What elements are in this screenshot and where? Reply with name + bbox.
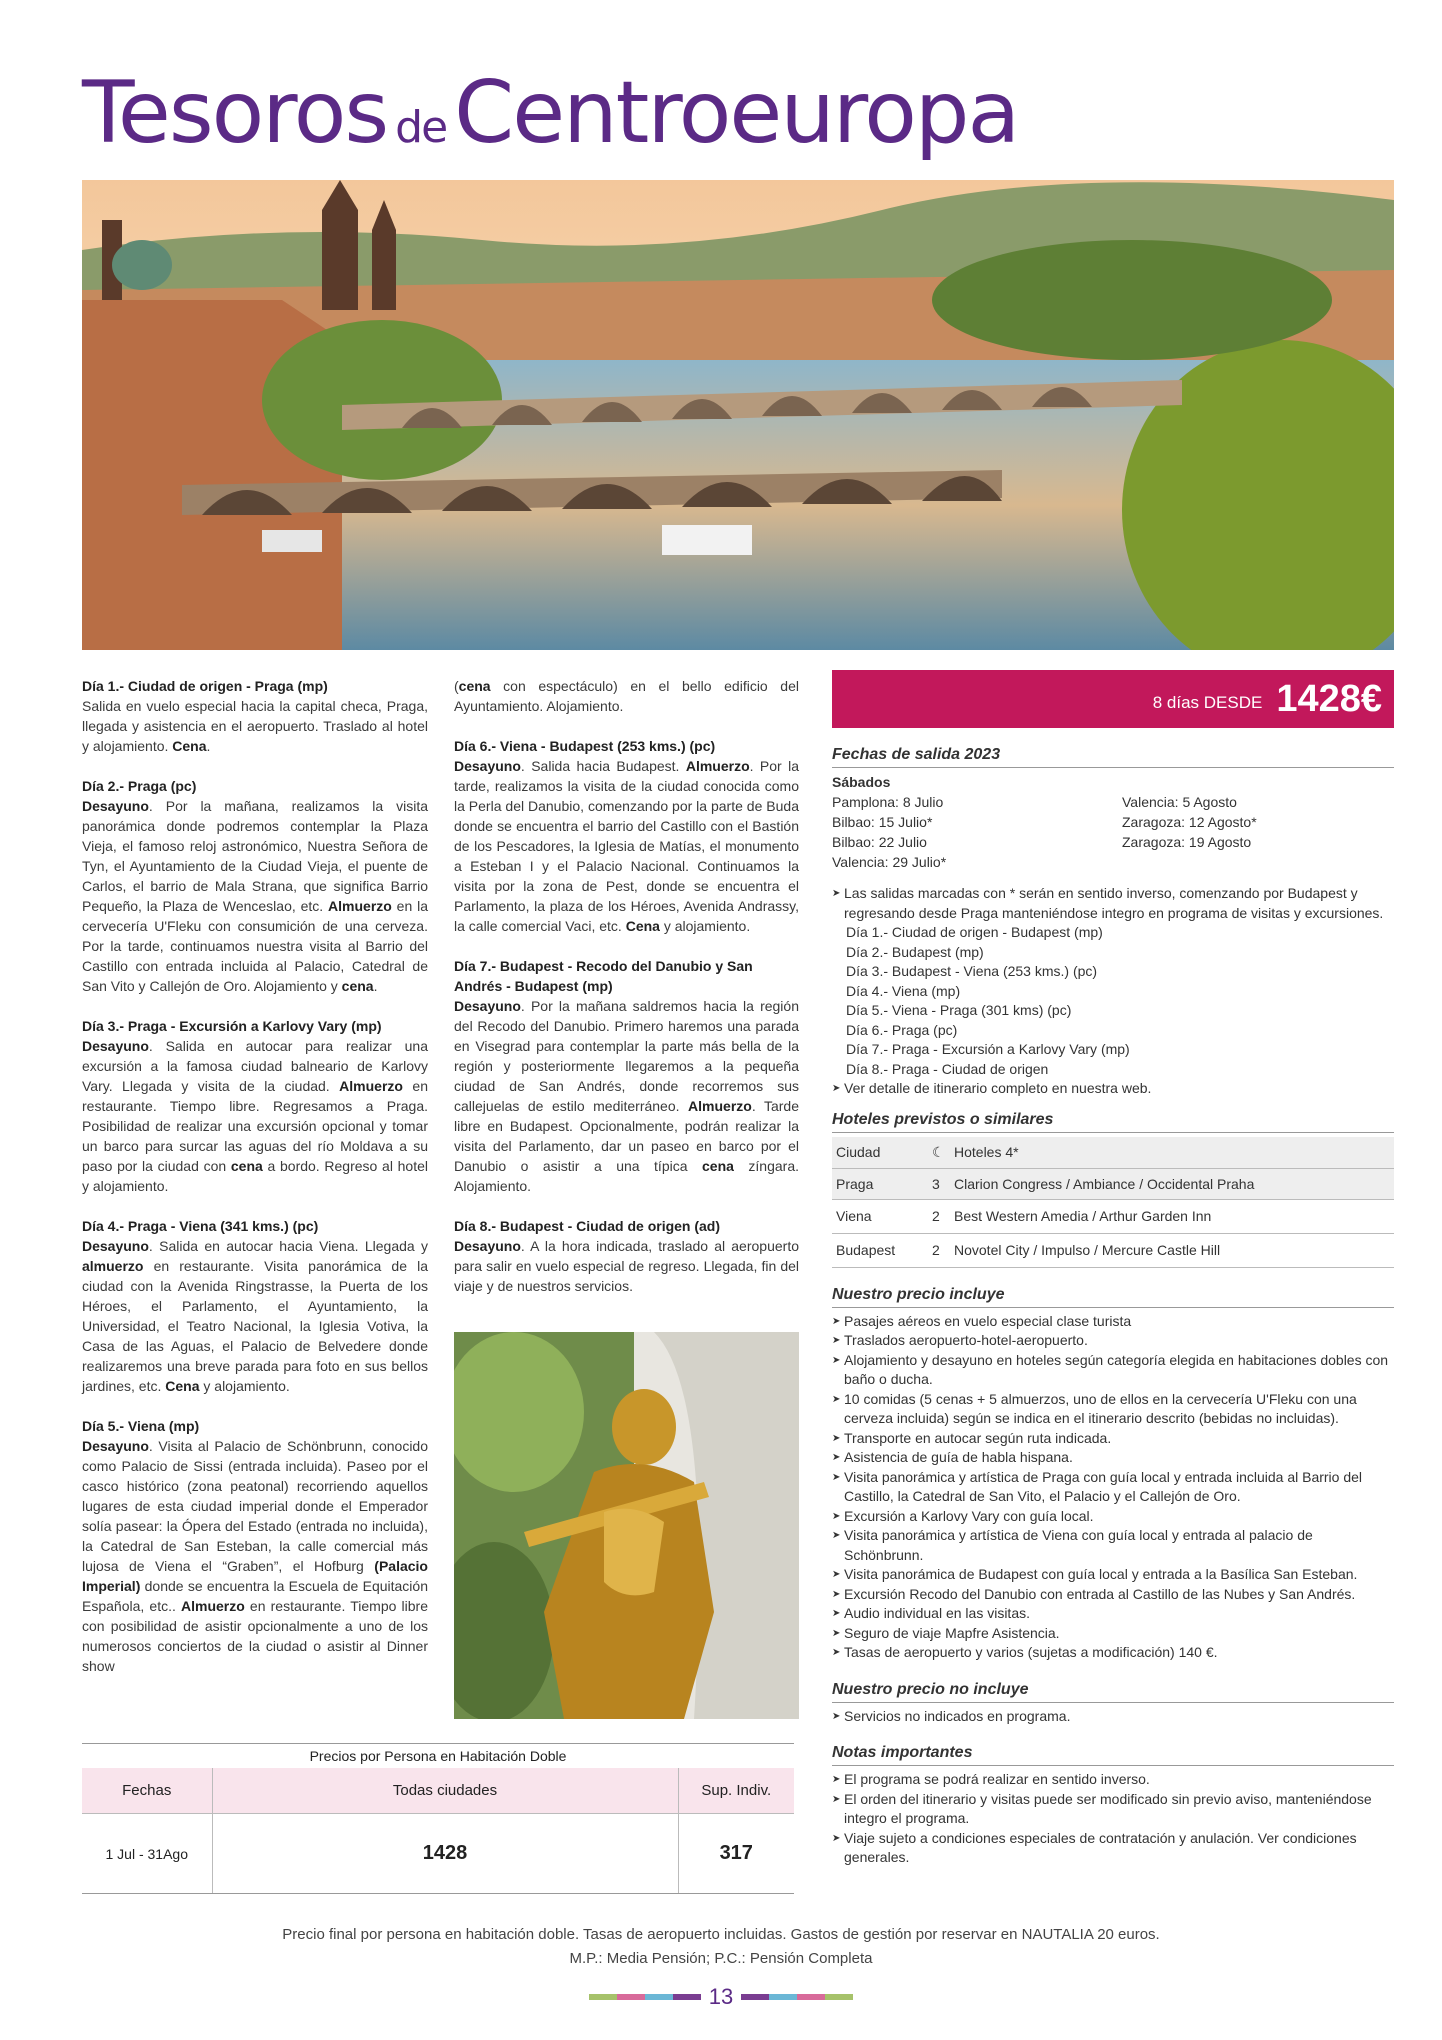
hotel-row — [832, 1168, 1394, 1199]
price-table-price: 1428 — [212, 1814, 678, 1894]
not-includes-heading: Nuestro precio no incluye — [832, 1677, 1394, 1703]
price-banner — [832, 670, 1394, 728]
price-table-row — [82, 1814, 794, 1894]
inverse-route-intro: ➤ Las salidas marcadas con * serán en sentido inverso, comenzando por Budapest y regresando desde Praga manteniéndose integro en programa de visitas y excursiones. — [832, 884, 1394, 923]
hotels-heading: Hoteles previstos o similares — [832, 1107, 1394, 1133]
includes-item: ➤ 10 comidas (5 cenas + 5 almuerzos, uno de ellos en la cervecería U'Fleku con una cerveza incluida) según se indica en el itinerario descrito (bebidas no incluidas). — [832, 1390, 1394, 1429]
notes-item: ➤ El programa se podrá realizar en sentido inverso. — [832, 1770, 1394, 1790]
footer-abbreviations: M.P.: Media Pensión; P.C.: Pensión Completa — [569, 1950, 873, 1967]
not-includes-item: ➤ Servicios no indicados en programa. — [832, 1707, 1394, 1727]
departure-date: Pamplona: 8 Julio — [832, 794, 944, 810]
price-table-caption: Precios por Persona en Habitación Doble — [82, 1744, 794, 1768]
page-title: Tesoros deCentroeuropa — [82, 63, 1019, 163]
itinerary-day — [454, 676, 799, 716]
departure-date: Zaragoza: 19 Agosto — [1122, 834, 1252, 850]
includes-item: ➤ Pasajes aéreos en vuelo especial clase turista — [832, 1312, 1394, 1332]
departure-dates — [832, 792, 1394, 872]
departure-days: Sábados — [832, 774, 891, 790]
itinerary-day — [454, 736, 799, 936]
hotel-nights: 3 — [928, 1168, 950, 1199]
price-table-header-dates: Fechas — [82, 1768, 212, 1814]
hotels-header-city: Ciudad — [832, 1137, 928, 1169]
price-banner-price: 1428€ — [1276, 677, 1382, 720]
includes-item: ➤ Alojamiento y desayuno en hoteles según categoría elegida en habitaciones dobles con baño o ducha. — [832, 1351, 1394, 1390]
includes-list — [832, 1312, 1394, 1663]
itinerary-day-title: Día 5.- Viena (mp) — [82, 1418, 200, 1434]
departure-date: Zaragoza: 12 Agosto* — [1122, 814, 1257, 830]
includes-item: ➤ Visita panorámica y artística de Viena con guía local y entrada al palacio de Schönbrunn. — [832, 1526, 1394, 1565]
itinerary-day — [82, 676, 428, 756]
itinerary-day — [82, 1216, 428, 1396]
itinerary-day — [454, 956, 799, 1196]
itinerary-day-text: Desayuno. A la hora indicada, traslado al aeropuerto para salir en vuelo especial de regreso. Llegada, fin del viaje y de nuestros servicios. — [454, 1238, 799, 1294]
itinerary-day — [82, 776, 428, 996]
itinerary-day — [82, 1016, 428, 1196]
departure-date: Bilbao: 15 Julio* — [832, 814, 933, 830]
includes-item: ➤ Visita panorámica de Budapest con guía local y entrada a la Basílica San Esteban. — [832, 1565, 1394, 1585]
statue-photo — [454, 1332, 799, 1719]
price-table-header-single-supplement: Sup. Indiv. — [678, 1768, 794, 1814]
hotels-header-row — [832, 1137, 1394, 1169]
hero-photo-prague — [82, 180, 1394, 650]
includes-item: ➤ Traslados aeropuerto-hotel-aeropuerto. — [832, 1331, 1394, 1351]
page-number-bar — [0, 1984, 1442, 2010]
departure-date: Valencia: 5 Agosto — [1122, 794, 1237, 810]
inverse-route-day: Día 8.- Praga - Ciudad de origen — [846, 1060, 1049, 1077]
price-table-supplement: 317 — [678, 1814, 794, 1894]
includes-item: ➤ Asistencia de guía de habla hispana. — [832, 1448, 1394, 1468]
includes-item: ➤ Excursión a Karlovy Vary con guía local. — [832, 1507, 1394, 1527]
hotel-nights: 2 — [928, 1199, 950, 1233]
includes-item: ➤ Seguro de viaje Mapfre Asistencia. — [832, 1624, 1394, 1644]
price-table-header-all-cities: Todas ciudades — [212, 1768, 678, 1814]
notes-item: ➤ El orden del itinerario y visitas puede ser modificado sin previo aviso, manteniéndose integro el programa. — [832, 1790, 1394, 1829]
price-table-dates: 1 Jul - 31Ago — [82, 1814, 212, 1894]
includes-item: ➤ Excursión Recodo del Danubio con entrada al Castillo de las Nubes y San Andrés. — [832, 1585, 1394, 1605]
hotel-names: Novotel City / Impulso / Mercure Castle Hill — [950, 1233, 1394, 1267]
itinerary-day-title: Día 2.- Praga (pc) — [82, 778, 197, 794]
hotel-names: Clarion Congress / Ambiance / Occidental Praha — [950, 1168, 1394, 1199]
hotel-city: Budapest — [832, 1233, 928, 1267]
notes-list — [832, 1770, 1394, 1868]
itinerary-day-text: Desayuno. Por la mañana saldremos hacia la región del Recodo del Danubio. Primero haremos una parada en Visegrad para contemplar la parte más bella de la región y posteriormente llegaremos a la pequeña ciudad de San Andrés, donde recorremos sus callejuelas de estilo mediterráneo. Almuerzo. Tarde libre en Budapest. Opcionalmente, podrán realizar la visita del Parlamento, dar un paseo en barco por el Danubio o asistir a una típica cena zíngara. Alojamiento. — [454, 998, 799, 1194]
inverse-route-day: Día 4.- Viena (mp) — [846, 982, 961, 999]
hotel-row — [832, 1199, 1394, 1233]
color-bar-right — [741, 1994, 853, 2000]
includes-item: ➤ Tasas de aeropuerto y varios (sujetas a modificación) 140 €. — [832, 1643, 1394, 1663]
notes-heading: Notas importantes — [832, 1740, 1394, 1766]
footer-note: Precio final por persona en habitación doble. Tasas de aeropuerto incluidas. Gastos de gestión por reservar en NAUTALIA 20 euros. — [282, 1926, 1160, 1943]
includes-heading: Nuestro precio incluye — [832, 1282, 1394, 1308]
itinerary-day-text: Desayuno. Visita al Palacio de Schönbrunn, conocido como Palacio de Sissi (entrada incluida). Paseo por el casco histórico (zona peatonal) recorriendo aquellos lugares de esta ciudad imperial donde el Emperador solía pasear: la Ópera del Estado (entrada no incluida), la Catedral de San Esteban, la calle comercial más lujosa de Viena el “Graben”, el Hofburg (Palacio Imperial) donde se encuentra la Escuela de Equitación Española, etc.. Almuerzo en restaurante. Tiempo libre con posibilidad de asistir opcionalmente a uno de los numerosos conciertos de la ciudad o asistir al Dinner show — [82, 1438, 428, 1674]
info-column — [832, 670, 1394, 1868]
price-table — [82, 1743, 794, 1894]
page-number: 13 — [708, 1984, 734, 2009]
hotels-header-hotels: Hoteles 4* — [950, 1137, 1394, 1169]
inverse-route-day: Día 7.- Praga - Excursión a Karlovy Vary (mp) — [846, 1041, 1130, 1057]
inverse-route-day: Día 6.- Praga (pc) — [846, 1021, 958, 1038]
itinerary-day-title: Día 1.- Ciudad de origen - Praga (mp) — [82, 678, 328, 694]
color-bar-left — [589, 1994, 701, 2000]
inverse-route-days — [832, 923, 1394, 1079]
itinerary-day-text: Desayuno. Por la mañana, realizamos la visita panorámica donde podremos contemplar la Plaza Vieja, el famoso reloj astronómico, Nuestra Señora de Tyn, el Ayuntamiento de la Ciudad Vieja, el puente de Carlos, el barrio de Mala Strana, que significa Barrio Pequeño, la Plaza de Wenceslao, etc. Almuerzo en la cervecería U'Fleku con consumición de una cerveza. Por la tarde, continuamos nuestra visita al Barrio del Castillo con entrada incluida al Palacio, Catedral de San Vito y Callejón de Oro. Alojamiento y cena. — [82, 798, 429, 994]
hotel-names: Best Western Amedia / Arthur Garden Inn — [950, 1199, 1394, 1233]
hotel-nights: 2 — [928, 1233, 950, 1267]
hotels-table — [832, 1137, 1394, 1268]
inverse-route-day: Día 3.- Budapest - Viena (253 kms.) (pc) — [846, 963, 1098, 979]
itinerary-day-title: Día 3.- Praga - Excursión a Karlovy Vary (mp) — [82, 1018, 382, 1034]
departure-date: Valencia: 29 Julio* — [832, 854, 947, 870]
web-note-text: ➤ Ver detalle de itinerario completo en nuestra web. — [832, 1079, 1394, 1099]
hotel-city: Praga — [832, 1168, 928, 1199]
itinerary-day-text: (cena con espectáculo) en el bello edificio del Ayuntamiento. Alojamiento. — [454, 678, 799, 714]
inverse-route-day: Día 1.- Ciudad de origen - Budapest (mp) — [846, 924, 1103, 940]
itinerary-day-text: Desayuno. Salida en autocar hacia Viena. Llegada y almuerzo en restaurante. Visita panorámica de la ciudad con la Avenida Ringstrasse, la Puerta de los Héroes, el Parlamento, el Ayuntamiento, la Universidad, el Teatro Nacional, la Iglesia Votiva, la Casa de las Aguas, el Palacio de Belvedere donde realizaremos una breve parada para foto en sus bellos jardines, etc. Cena y alojamiento. — [82, 1238, 428, 1394]
departure-date: Bilbao: 22 Julio — [832, 834, 927, 850]
itinerary-day-title: Día 8.- Budapest - Ciudad de origen (ad) — [454, 1218, 721, 1234]
itinerary-day-title: Día 4.- Praga - Viena (341 kms.) (pc) — [82, 1218, 319, 1234]
hotel-city: Viena — [832, 1199, 928, 1233]
inverse-route-day: Día 2.- Budapest (mp) — [846, 943, 984, 960]
departure-dates-heading: Fechas de salida 2023 — [832, 742, 1394, 768]
web-note — [832, 1079, 1394, 1099]
notes-item: ➤ Viaje sujeto a condiciones especiales de contratación y anulación. Ver condiciones generales. — [832, 1829, 1394, 1868]
moon-icon: ☾ — [928, 1137, 950, 1169]
includes-item: ➤ Audio individual en las visitas. — [832, 1604, 1394, 1624]
itinerary-day-text: Desayuno. Salida hacia Budapest. Almuerzo. Por la tarde, realizamos la visita de la ciudad conocida como la Perla del Danubio, comenzando por la parte de Buda donde se encuentra el barrio del Castillo con el Bastión de los Pescadores, la Iglesia de Matías, el monumento a Esteban I y el Palacio Nacional. Continuamos la visita por la zona de Pest, donde se encuentra el Parlamento, la plaza de los Héroes, Avenida Andrassy, la calle comercial Vaci, etc. Cena y alojamiento. — [454, 758, 799, 934]
itinerary-day — [454, 1216, 799, 1296]
price-table-header — [82, 1768, 794, 1814]
includes-item: ➤ Transporte en autocar según ruta indicada. — [832, 1429, 1394, 1449]
itinerary-day — [82, 1416, 428, 1676]
not-includes-list — [832, 1707, 1394, 1727]
price-banner-label: 8 días DESDE — [1152, 693, 1263, 712]
itinerary-column-2 — [454, 676, 799, 1724]
inverse-route-day: Día 5.- Viena - Praga (301 kms) (pc) — [846, 1002, 1072, 1018]
itinerary-day-title: Día 7.- Budapest - Recodo del Danubio y San Andrés - Budapest (mp) — [454, 958, 753, 994]
itinerary-day-title: Día 6.- Viena - Budapest (253 kms.) (pc) — [454, 738, 716, 754]
itinerary-day-text: Desayuno. Salida en autocar para realizar una excursión a la famosa ciudad balneario de Karlovy Vary. Llegada y visita de la ciudad. Almuerzo en restaurante. Tiempo libre. Regresamos a Praga. Posibilidad de realizar una excursión opcional y tomar un barco para surcar las aguas del río Moldava a su paso por la ciudad con cena a bordo. Regreso al hotel y alojamiento. — [82, 1038, 429, 1194]
itinerary-column-1 — [82, 676, 428, 1696]
hotel-row — [832, 1233, 1394, 1267]
includes-item: ➤ Visita panorámica y artística de Praga con guía local y entrada incluida al Barrio del Castillo, la Catedral de San Vito, el Palacio y el Callejón de Oro. — [832, 1468, 1394, 1507]
itinerary-day-text: Salida en vuelo especial hacia la capital checa, Praga, llegada y asistencia en el aeropuerto. Traslado al hotel y alojamiento. Cena. — [82, 698, 428, 754]
inverse-route-notes — [832, 884, 1394, 923]
